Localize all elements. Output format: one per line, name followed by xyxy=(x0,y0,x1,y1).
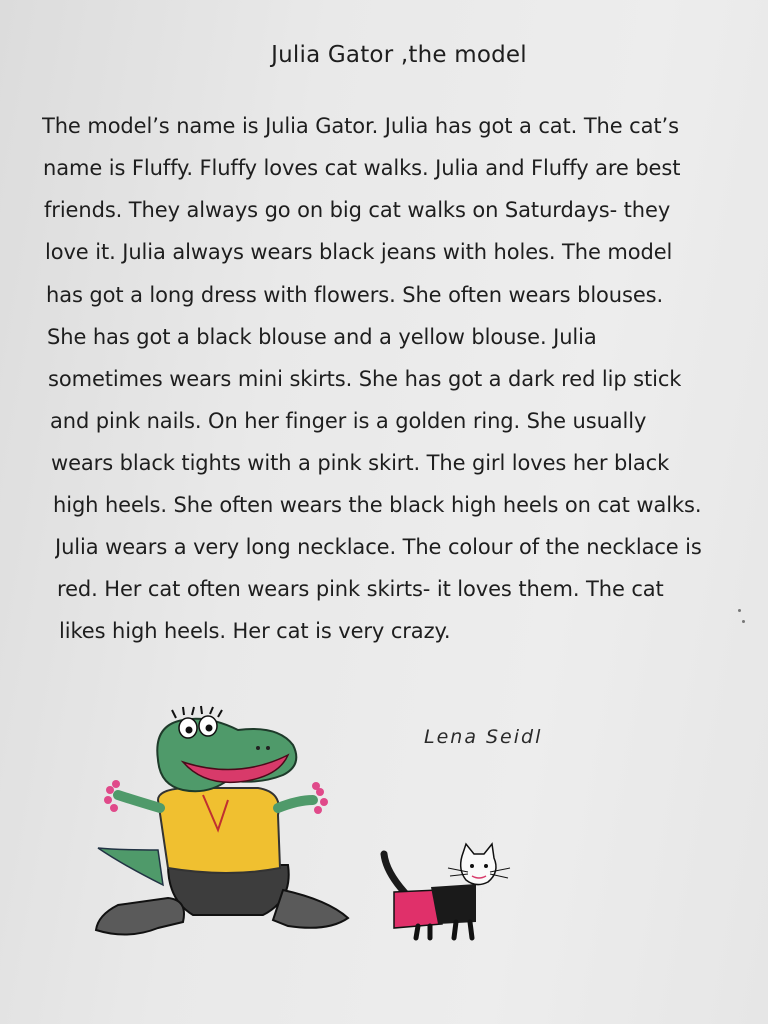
text-line: and pink nails. On her finger is a golden ring. She usually xyxy=(50,409,647,433)
text-line: She has got a black blouse and a yellow blouse. Julia xyxy=(47,325,597,349)
left-arm xyxy=(118,795,160,808)
author-signature: Lena Seidl xyxy=(424,726,543,748)
paper-speck xyxy=(742,620,745,623)
cat-tail xyxy=(384,854,406,894)
text-line: love it. Julia always wears black jeans with holes. The model xyxy=(45,240,673,264)
crocodile-tail xyxy=(98,848,163,885)
crocodile-drawing xyxy=(88,700,358,965)
text-line: Julia wears a very long necklace. The colour of the necklace is xyxy=(55,535,702,559)
right-shoe xyxy=(273,890,348,928)
text-line: likes high heels. Her cat is very crazy. xyxy=(59,619,451,643)
paper-speck xyxy=(738,609,741,612)
text-line: friends. They always go on big cat walks on Saturdays- they xyxy=(44,198,671,222)
text-line: red. Her cat often wears pink skirts- it loves them. The cat xyxy=(57,577,664,601)
cat-body xyxy=(431,884,476,924)
right-arm xyxy=(278,800,313,808)
text-line: sometimes wears mini skirts. She has got a dark red lip stick xyxy=(48,367,682,391)
text-line: high heels. She often wears the black high heels on cat walks. xyxy=(53,493,702,517)
left-shoe xyxy=(96,898,184,935)
text-line: wears black tights with a pink skirt. The girl loves her black xyxy=(51,451,670,475)
cat-drawing xyxy=(376,842,516,942)
text-line: name is Fluffy. Fluffy loves cat walks. Julia and Fluffy are best xyxy=(43,156,681,180)
eyelashes xyxy=(172,706,222,718)
page-title: Julia Gator ,the model xyxy=(271,42,527,68)
crocodile-shirt xyxy=(158,788,280,873)
text-line: The model’s name is Julia Gator. Julia has got a cat. The cat’s xyxy=(42,114,679,138)
text-line: has got a long dress with flowers. She often wears blouses. xyxy=(46,283,664,307)
